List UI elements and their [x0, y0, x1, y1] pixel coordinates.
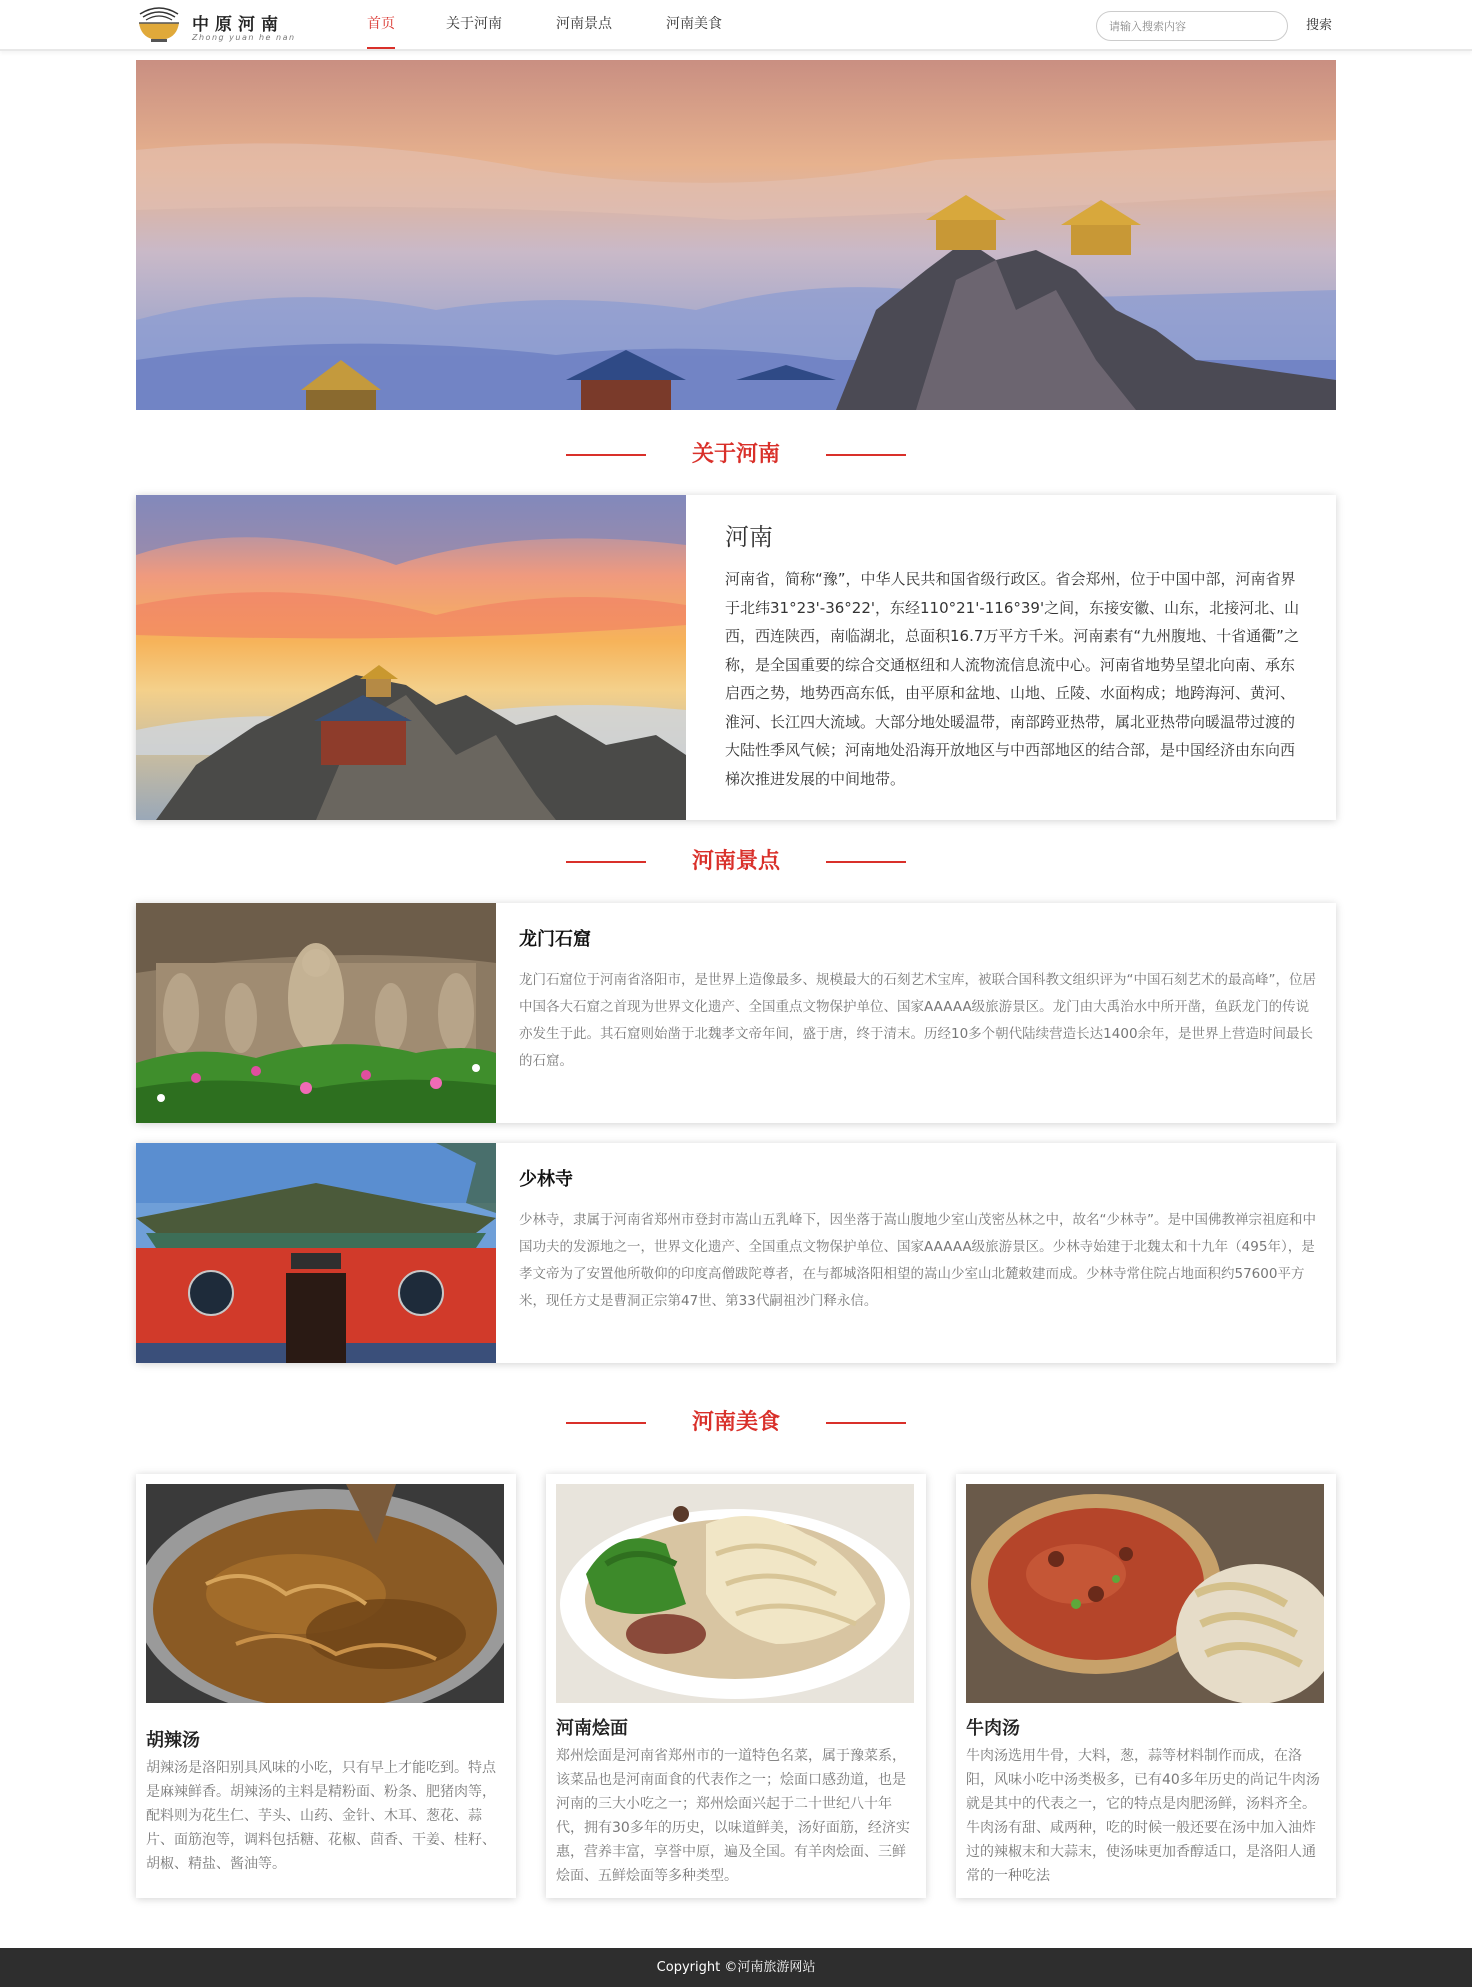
section-title-food — [0, 1408, 1472, 1438]
about-title: 河南 — [725, 523, 773, 551]
site-footer: Copyright ©河南旅游网站 — [0, 1948, 1472, 1987]
food-title: 牛肉汤 — [966, 1718, 1020, 1739]
title-rule-right — [826, 861, 906, 863]
hulatang-image — [146, 1484, 504, 1703]
spot-description: 龙门石窟位于河南省洛阳市，是世界上造像最多、规模最大的石刻艺术宝库，被联合国科教文组织评为“中国石刻艺术的最高峰”，位居中国各大石窟之首现为世界文化遗产、全国重点文物保护单位、国家AAAAA级旅游景区。龙门由大禹治水中所开凿，鱼跃龙门的传说亦发生于此。其石窟则始凿于北魏孝文帝年间，盛于唐，终于清末。历经10多个朝代陆续营造长达1400余年，是世界上营造时间最长的石窟。 — [519, 972, 1316, 1069]
site-header — [0, 0, 1472, 51]
site-logo[interactable] — [136, 6, 296, 44]
section-title-about-text: 关于河南 — [691, 442, 780, 467]
food-title: 河南烩面 — [556, 1718, 628, 1739]
longmen-grottoes-image — [136, 903, 496, 1123]
niuroutang-image — [966, 1484, 1324, 1703]
title-rule-right — [826, 1422, 906, 1424]
nav-spots[interactable]: 河南景点 — [556, 16, 612, 32]
food-description: 牛肉汤选用牛骨，大料，葱，蒜等材料制作而成，在洛阳，风味小吃中汤类极多，已有40多年历史的尚记牛肉汤就是其中的代表之一，它的特点是肉肥汤鲜，汤料齐全。牛肉汤有甜、咸两种，吃的时候一般还要在汤中加入油炸过的辣椒末和大蒜末，使汤味更加香醇适口，是洛阳人通常的一种吃法 — [966, 1748, 1320, 1884]
food-card-hulatang[interactable] — [136, 1474, 516, 1898]
section-title-spots — [0, 847, 1472, 877]
logo-subtitle: Zhong yuan he nan — [192, 33, 296, 42]
section-title-about — [0, 440, 1472, 470]
shaolin-temple-image — [136, 1143, 496, 1363]
food-card-huimian[interactable] — [546, 1474, 926, 1898]
about-image — [136, 495, 686, 820]
food-description: 胡辣汤是洛阳别具风味的小吃，只有早上才能吃到。特点是麻辣鲜香。胡辣汤的主料是精粉面、粉条、肥猪肉等，配料则为花生仁、芋头、山药、金针、木耳、葱花、蒜片、面筋泡等，调料包括糖、花椒、茴香、干姜、桂籽、胡椒、精盐、酱油等。 — [146, 1760, 496, 1872]
spot-description: 少林寺，隶属于河南省郑州市登封市嵩山五乳峰下，因坐落于嵩山腹地少室山茂密丛林之中，故名“少林寺”。是中国佛教禅宗祖庭和中国功夫的发源地之一，世界文化遗产、全国重点文物保护单位、国家AAAAA级旅游景区。少林寺始建于北魏太和十九年（495年），是孝文帝为了安置他所敬仰的印度高僧跋陀尊者，在与都城洛阳相望的嵩山少室山北麓敕建而成。少林寺常住院占地面积约57600平方米，现任方丈是曹洞正宗第47世、第33代嗣祖沙门释永信。 — [519, 1212, 1316, 1309]
spot-card-shaolin[interactable] — [136, 1143, 1336, 1363]
noodle-bowl-icon — [136, 6, 182, 44]
logo-title: 中原河南 — [192, 15, 284, 35]
section-title-food-text: 河南美食 — [691, 1410, 780, 1435]
search-button[interactable]: 搜索 — [1306, 18, 1333, 33]
spot-title: 龙门石窟 — [519, 929, 591, 950]
nav-food[interactable]: 河南美食 — [666, 16, 722, 32]
about-description: 河南省，简称“豫”，中华人民共和国省级行政区。省会郑州，位于中国中部，河南省界于北纬31°23'-36°22'，东经110°21'-116°39'之间，东接安徽、山东，北接河北、山西，西连陕西，南临湖北，总面积16.7万平方千米。河南素有“九州腹地、十省通衢”之称，是全国重要的综合交通枢纽和人流物流信息流中心。河南省地势呈望北向南、承东启西之势，地势西高东低，由平原和盆地、山地、丘陵、水面构成；地跨海河、黄河、淮河、长江四大流域。大部分地处暖温带，南部跨亚热带，属北亚热带向暖温带过渡的大陆性季风气候；河南地处沿海开放地区与中西部地区的结合部，是中国经济由东向西梯次推进发展的中间地带。 — [725, 570, 1300, 788]
nav-about[interactable]: 关于河南 — [446, 16, 502, 32]
food-description: 郑州烩面是河南省郑州市的一道特色名菜，属于豫菜系，该菜品也是河南面食的代表作之一；烩面口感劲道，也是河南的三大小吃之一；郑州烩面兴起于二十世纪八十年代，拥有30多年的历史，以味道鲜美，汤好面筋，经济实惠，营养丰富，享誉中原，遍及全国。有羊肉烩面、三鲜烩面、五鲜烩面等多种类型。 — [556, 1748, 910, 1884]
search-input[interactable] — [1096, 11, 1288, 41]
food-card-niuroutang[interactable] — [956, 1474, 1336, 1898]
food-title: 胡辣汤 — [146, 1730, 200, 1751]
spot-title: 少林寺 — [519, 1169, 573, 1190]
huimian-image — [556, 1484, 914, 1703]
title-rule-right — [826, 454, 906, 456]
spot-card-longmen[interactable] — [136, 903, 1336, 1123]
section-title-spots-text: 河南景点 — [691, 849, 780, 874]
nav-home[interactable]: 首页 — [367, 0, 395, 49]
about-card — [136, 495, 1336, 820]
banner-image — [136, 60, 1336, 410]
